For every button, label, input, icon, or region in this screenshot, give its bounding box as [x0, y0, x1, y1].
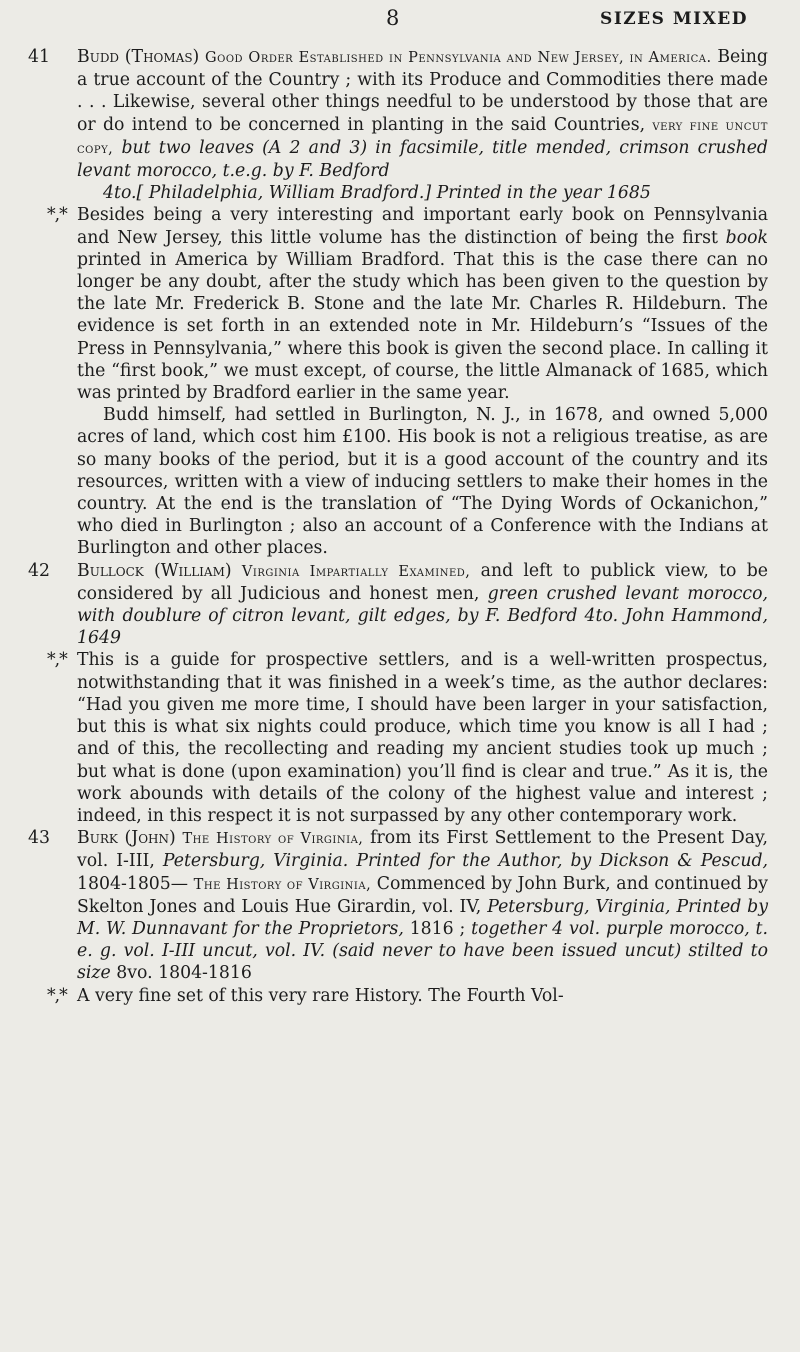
catalogue-body	[28, 46, 768, 1007]
note-text-part: printed in America by William Bradford. That this is the case there can no longer be any doubt, after the study which has been given to the question by the late Mr. Frederick B. Stone and the late Mr. Charles R. Hildeburn. The evidence is set forth in an extended note in Mr. Hildeburn’s “Issues of the Press in Pennsylvania,” where this book is given the second place. In calling it the “first book,” we must except, of course, the little Almanack of 1685, which was printed by Bradford earlier in the same year.	[77, 249, 768, 404]
entry-imprint-dates: 1804-1805—	[77, 873, 189, 894]
note-marker: *,*	[47, 205, 67, 226]
note-marker: *,*	[47, 650, 67, 671]
page-number: 8	[386, 6, 400, 30]
entry-title-rest: and left to publick view, to be considered by all Judicious and honest men,	[77, 560, 768, 604]
section-title: SIZES MIXED	[600, 9, 748, 29]
entry-format: 8vo. 1804-1816	[116, 963, 252, 984]
entry-imprint: Petersburg, Virginia. Printed for the Author, by Dickson & Pescud,	[162, 851, 769, 872]
entry-number: 41	[28, 47, 50, 67]
entry-note	[47, 204, 768, 559]
entry-title-caps: The History of Virginia,	[182, 831, 364, 848]
note-text-part: Besides being a very interesting and important early book on Pennsylvania and New Jersey, this little volume has the distinction of being the first	[77, 205, 768, 248]
entry-imprint: 4to.[ Philadelphia, William Bradford.] Printed in the year 1685	[103, 183, 651, 204]
note-paragraph-2: Budd himself, had settled in Burlington, N. J., in 1678, and owned 5,000 acres of land, which cost him £100. His book is not a religious treatise, as are so many books of the period, but it is a good account of the country and its resources, written with a view of inducing settlers to make their homes in the country. At the end is the translation of “The Dying Words of Ockanichon,” who died in Burlington ; also an account of a Conference with the Indians at Burlington and other places.	[77, 405, 768, 559]
note-marker: *,*	[47, 985, 67, 1006]
entry-author: Budd (Thomas)	[77, 47, 200, 67]
entry-condition: green crushed levant morocco, with doublure of citron levant, gilt edges, by F. Bedford	[77, 583, 769, 627]
entry-title-rest: from its First Settlement to the Present Day, vol. I-III,	[77, 828, 768, 872]
note-italic-word: book	[725, 227, 768, 248]
entry-imprint-year-2: 1816 ;	[409, 918, 466, 939]
catalogue-entry	[28, 560, 768, 827]
entry-number: 43	[28, 828, 50, 849]
catalogue-entry	[28, 827, 768, 1007]
entry-title-caps: Good Order Established in Pennsylvania and New Jersey, in America.	[205, 50, 712, 66]
note-text: This is a guide for prospective settlers, and is a well-written prospectus, notwithstanding that it was finished in a week’s time, as the author declares: “Had you given me more time, I should have been larger in your satisfaction, but this is what six nights could produce, which time you know is all I had ; and of this, the recollecting and reading my ancient studies took up much ; but what is done (upon examination) you’ll find is clear and true.” As it is, the work abounds with details of the colony of the highest value and interest ; indeed, in this respect it is not surpassed by any other contemporary work.	[77, 650, 768, 826]
entry-title-rest: Being a true account of the Country ; with its Produce and Commodities there made . . . Likewise, several other things needful to be understood by those that are or do intend to be concerned in planting in the said Countries,	[77, 47, 768, 135]
entry-imprint-2: Petersburg, Virginia, Printed by M. W. Dunnavant for the Proprietors,	[77, 896, 769, 939]
entry-condition: but two leaves (A 2 and 3) in facsimile, title mended, crimson crushed levant morocco, t.e.g. by F. Bedford	[77, 137, 768, 182]
entry-note	[47, 985, 768, 1007]
entry-condition-caps: very fine uncut copy,	[77, 117, 768, 157]
entry-note	[47, 649, 768, 827]
entry-author: Burk (John)	[77, 828, 176, 849]
entry-author: Bullock (William)	[77, 560, 232, 581]
entry-number: 42	[28, 560, 50, 581]
entry-title-caps-2: The History of Virginia,	[193, 876, 372, 893]
entry-description	[77, 46, 768, 182]
note-text	[77, 204, 768, 404]
entry-condition: together 4 vol. purple morocco, t. e. g. vol. I-III uncut, vol. IV. (said never to have been issued uncut) stilted to size	[77, 918, 768, 984]
entry-description	[77, 827, 768, 984]
note-text: A very fine set of this very rare History. The Fourth Vol-	[77, 985, 564, 1006]
running-header	[0, 6, 800, 36]
catalogue-entry	[28, 46, 768, 560]
entry-description	[77, 560, 768, 650]
entry-title-rest-2: Commenced by John Burk, and continued by Skelton Jones and Louis Hue Girardin, vol. IV,	[77, 873, 768, 917]
entry-title-caps: Virginia Impartially Examined,	[241, 563, 471, 580]
entry-imprint: 4to. John Hammond, 1649	[77, 606, 768, 649]
